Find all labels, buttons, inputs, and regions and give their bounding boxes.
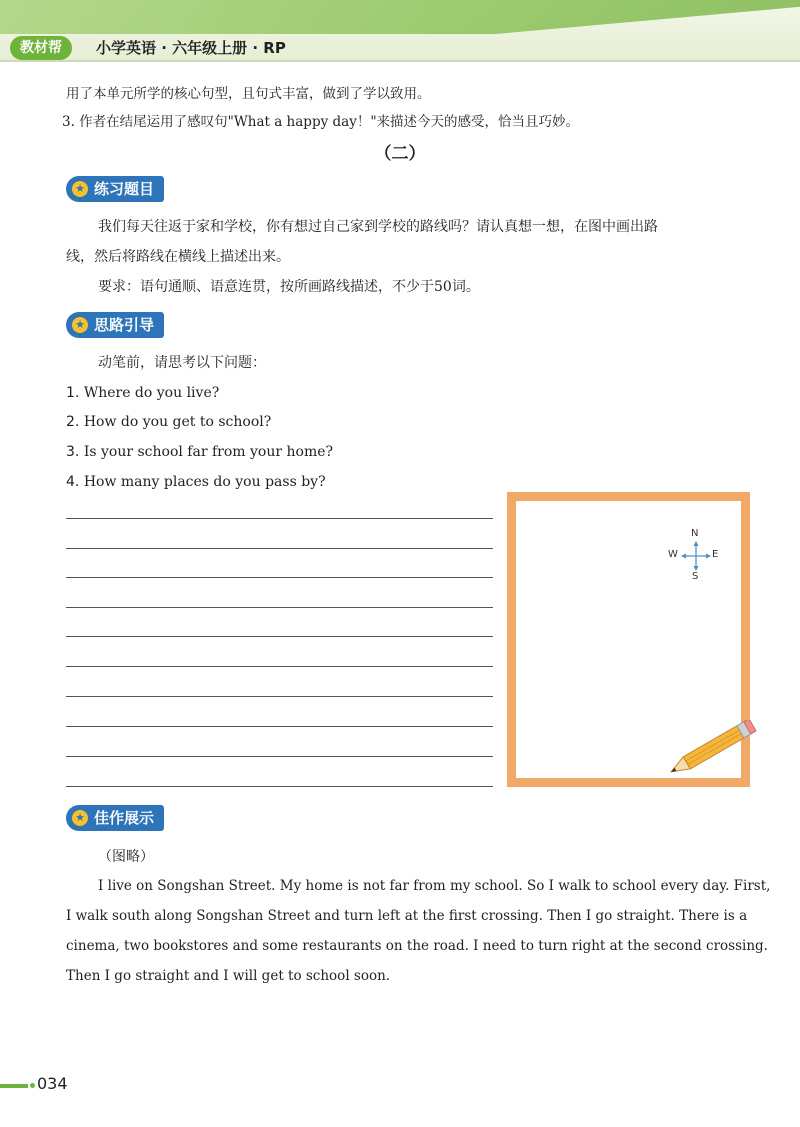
header-divider [0, 60, 800, 62]
footer-bar [0, 1084, 28, 1088]
guide-tag-label: 思路引导 [94, 316, 155, 334]
sample-tag-label: 佳作展示 [94, 809, 155, 827]
page-header [0, 0, 800, 62]
exercise-tag-label: 练习题目 [94, 180, 155, 198]
star-icon: ★ [72, 181, 88, 197]
sample-line: I walk south along Songshan Street and turn left at the first crossing. Then I go straight. There is a [66, 908, 748, 924]
question-number: 2. [66, 414, 80, 430]
exercise-paragraph-1a: 我们每天往返于家和学校，你有想过自己家到学校的路线吗？请认真想一想，在图中画出路 [98, 219, 658, 235]
question-number: 3. [66, 444, 80, 460]
sample-line: I live on Songshan Street. My home is not far from my school. So I walk to school every day. First, [98, 878, 771, 894]
star-icon: ★ [72, 317, 88, 333]
writing-line[interactable] [66, 577, 493, 578]
exercise-tag [66, 176, 164, 202]
sample-line: cinema, two bookstores and some restaurants on the road. I need to turn right at the second crossing. [66, 938, 768, 954]
writing-line[interactable] [66, 696, 493, 697]
compass-icon [680, 540, 712, 572]
exercise-requirement: 要求：语句通顺、语意连贯，按所画路线描述，不少于50词。 [98, 279, 480, 295]
intro-line-2: 3. 作者在结尾运用了感叹句"What a happy day！"来描述今天的感受，恰当且巧妙。 [62, 114, 580, 130]
pencil-icon [655, 720, 760, 780]
compass-north: N [691, 528, 699, 539]
intro-line-1: 用了本单元所学的核心句型，且句式丰富，做到了学以致用。 [66, 86, 431, 102]
writing-line[interactable] [66, 518, 493, 519]
writing-line[interactable] [66, 607, 493, 608]
sample-line: Then I go straight and I will get to school soon. [66, 968, 391, 984]
question-text: Where do you live? [83, 385, 220, 401]
writing-line[interactable] [66, 726, 493, 727]
compass-south: S [692, 571, 699, 582]
star-icon: ★ [72, 810, 88, 826]
compass-west: W [668, 549, 678, 560]
writing-line[interactable] [66, 756, 493, 757]
writing-line[interactable] [66, 786, 493, 787]
footer-dot [30, 1083, 35, 1088]
question-text: How do you get to school? [83, 414, 272, 430]
page-number: 034 [37, 1074, 68, 1093]
brand-badge: 教材帮 [10, 36, 72, 60]
question-text: How many places do you pass by? [83, 474, 326, 490]
question-number: 1. [66, 385, 80, 401]
writing-line[interactable] [66, 548, 493, 549]
writing-line[interactable] [66, 666, 493, 667]
question-number: 4. [66, 474, 80, 490]
compass-east: E [712, 549, 719, 560]
book-title: 小学英语 · 六年级上册 · RP [96, 39, 286, 57]
sample-note: （图略） [98, 849, 154, 865]
question-item [66, 407, 271, 437]
question-item [66, 467, 326, 497]
section-title: （二） [374, 144, 426, 164]
guide-tag [66, 312, 164, 338]
sample-tag [66, 805, 164, 831]
question-item [66, 378, 219, 408]
question-item [66, 437, 333, 467]
writing-line[interactable] [66, 636, 493, 637]
exercise-paragraph-1b: 线，然后将路线在横线上描述出来。 [66, 249, 290, 265]
question-text: Is your school far from your home? [83, 444, 334, 460]
guide-intro: 动笔前，请思考以下问题： [98, 355, 266, 371]
